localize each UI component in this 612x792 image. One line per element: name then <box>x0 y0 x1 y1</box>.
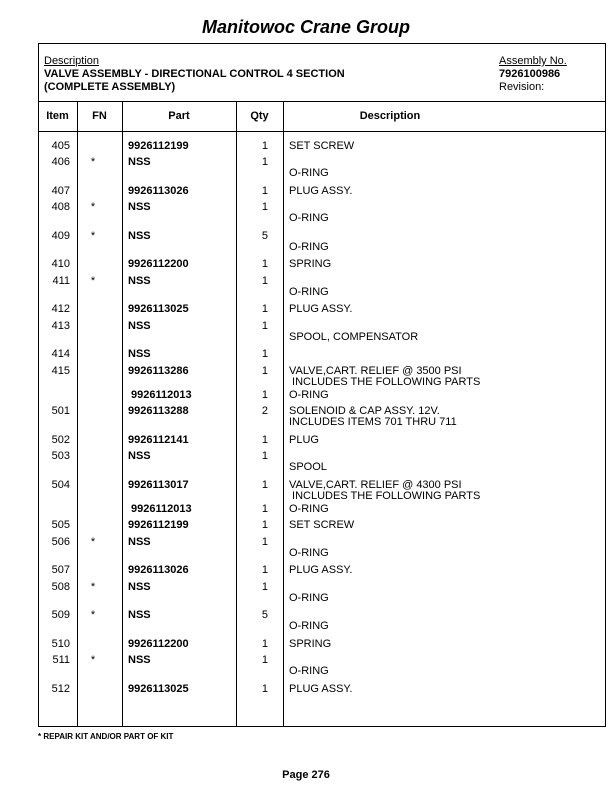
row-description: PLUG ASSY. <box>289 185 353 197</box>
revision-label: Revision: <box>499 81 545 93</box>
row-description: PLUG ASSY. <box>289 303 353 315</box>
row-part-number: 9926112199 <box>128 519 189 531</box>
row-quantity: 1 <box>261 503 268 515</box>
row-description-line2: O-RING <box>289 286 329 298</box>
row-quantity: 2 <box>261 405 268 417</box>
row-item-number: 508 <box>51 581 70 593</box>
row-item-number: 407 <box>51 185 70 197</box>
row-description: SOLENOID & CAP ASSY. 12V. <box>289 405 440 417</box>
row-fn-marker: * <box>90 654 96 666</box>
row-description-line2: O-RING <box>289 592 329 604</box>
page-number: Page 276 <box>282 769 330 781</box>
row-quantity: 1 <box>261 389 268 401</box>
row-quantity: 1 <box>261 434 268 446</box>
row-part-number: 9926112200 <box>128 258 189 270</box>
row-item-number: 511 <box>52 654 70 666</box>
row-fn-marker: * <box>90 536 96 548</box>
row-item-number: 409 <box>51 230 70 242</box>
row-part-number: NSS <box>128 156 151 168</box>
row-description: PLUG ASSY. <box>289 564 353 576</box>
row-item-number: 406 <box>51 156 70 168</box>
row-part-number: 9926113286 <box>128 365 189 377</box>
row-fn-marker: * <box>90 230 96 242</box>
row-fn-marker: * <box>90 275 96 287</box>
row-part-number: 9926113026 <box>128 564 189 576</box>
column-header-description: Description <box>359 110 421 122</box>
row-description-line2: INCLUDES THE FOLLOWING PARTS <box>289 490 481 502</box>
row-quantity: 1 <box>261 654 268 666</box>
assembly-number: 7926100986 <box>499 68 561 80</box>
row-part-number: NSS <box>128 581 151 593</box>
row-quantity: 1 <box>261 450 268 462</box>
row-description-line2: O-RING <box>289 620 329 632</box>
row-description-line2: O-RING <box>289 241 329 253</box>
footnote: * REPAIR KIT AND/OR PART OF KIT <box>38 732 174 741</box>
row-description-line2: SPOOL <box>289 461 327 473</box>
row-part-number: NSS <box>128 201 151 213</box>
row-item-number: 512 <box>51 683 70 695</box>
row-item-number: 410 <box>51 258 70 270</box>
row-part-number: NSS <box>128 654 151 666</box>
row-description: SPRING <box>289 638 332 650</box>
row-item-number: 414 <box>51 348 70 360</box>
assembly-title-line2: (COMPLETE ASSEMBLY) <box>44 81 176 93</box>
row-part-number: 9926113025 <box>128 303 189 315</box>
row-item-number: 411 <box>52 275 70 287</box>
row-fn-marker: * <box>90 609 96 621</box>
assembly-title-line1: VALVE ASSEMBLY - DIRECTIONAL CONTROL 4 SECTION <box>44 68 345 80</box>
row-fn-marker: * <box>90 201 96 213</box>
row-part-number: 9926113026 <box>128 185 189 197</box>
row-part-number: 9926112199 <box>128 140 189 152</box>
row-quantity: 1 <box>261 258 268 270</box>
row-quantity: 1 <box>261 365 268 377</box>
row-description-line2: O-RING <box>289 665 329 677</box>
row-part-number: NSS <box>128 320 151 332</box>
row-part-number: 9926113025 <box>128 683 189 695</box>
assembly-no-label: Assembly No. <box>499 55 567 67</box>
row-part-number: 9926113017 <box>128 479 189 491</box>
row-part-number: 9926113288 <box>128 405 189 417</box>
row-quantity: 1 <box>261 201 268 213</box>
row-fn-marker: * <box>90 156 96 168</box>
row-quantity: 1 <box>261 581 268 593</box>
row-part-number: NSS <box>128 348 151 360</box>
row-item-number: 502 <box>51 434 70 446</box>
row-description: PLUG <box>289 434 319 446</box>
row-fn-marker: * <box>90 581 96 593</box>
row-quantity: 1 <box>261 275 268 287</box>
row-quantity: 1 <box>261 638 268 650</box>
row-item-number: 501 <box>51 405 70 417</box>
row-item-number: 509 <box>51 609 70 621</box>
row-item-number: 408 <box>51 201 70 213</box>
row-item-number: 506 <box>51 536 70 548</box>
row-part-number: 9926112013 <box>131 389 192 401</box>
row-part-number: NSS <box>128 609 151 621</box>
row-description: SPRING <box>289 258 332 270</box>
row-item-number: 405 <box>51 140 70 152</box>
row-part-number: NSS <box>128 536 151 548</box>
row-quantity: 5 <box>261 609 268 621</box>
row-quantity: 1 <box>261 564 268 576</box>
row-description: VALVE,CART. RELIEF @ 4300 PSI <box>289 479 462 491</box>
row-item-number: 413 <box>51 320 70 332</box>
column-header-part: Part <box>168 110 190 122</box>
row-part-number: NSS <box>128 450 151 462</box>
row-description: O-RING <box>289 389 329 401</box>
row-item-number: 503 <box>51 450 70 462</box>
row-quantity: 1 <box>261 185 268 197</box>
row-part-number: 9926112200 <box>128 638 189 650</box>
company-title: Manitowoc Crane Group <box>201 17 410 37</box>
row-description-line2: SPOOL, COMPENSATOR <box>289 331 419 343</box>
row-quantity: 5 <box>261 230 268 242</box>
row-description-line2: INCLUDES THE FOLLOWING PARTS <box>289 376 481 388</box>
row-description: VALVE,CART. RELIEF @ 3500 PSI <box>289 365 462 377</box>
row-quantity: 1 <box>261 156 268 168</box>
column-header-qty: Qty <box>250 110 269 122</box>
column-header-fn: FN <box>92 110 107 122</box>
row-description: SET SCREW <box>289 140 355 152</box>
row-quantity: 1 <box>261 519 268 531</box>
row-part-number: NSS <box>128 275 151 287</box>
row-item-number: 412 <box>51 303 70 315</box>
row-quantity: 1 <box>261 320 268 332</box>
row-part-number: 9926112141 <box>128 434 189 446</box>
row-item-number: 507 <box>51 564 70 576</box>
row-description: PLUG ASSY. <box>289 683 353 695</box>
row-item-number: 505 <box>51 519 70 531</box>
row-quantity: 1 <box>261 303 268 315</box>
row-item-number: 415 <box>51 365 70 377</box>
row-quantity: 1 <box>261 140 268 152</box>
row-quantity: 1 <box>261 683 268 695</box>
row-description-line2: O-RING <box>289 167 329 179</box>
row-description-line2: O-RING <box>289 547 329 559</box>
row-quantity: 1 <box>261 536 268 548</box>
row-description-line2: O-RING <box>289 212 329 224</box>
row-description: SET SCREW <box>289 519 355 531</box>
row-item-number: 510 <box>51 638 70 650</box>
row-quantity: 1 <box>261 348 268 360</box>
column-header-item: Item <box>46 110 69 122</box>
row-description: O-RING <box>289 503 329 515</box>
row-part-number: NSS <box>128 230 151 242</box>
description-label: Description <box>44 55 100 67</box>
row-description-line2: INCLUDES ITEMS 701 THRU 711 <box>289 416 457 428</box>
row-part-number: 9926112013 <box>131 503 192 515</box>
row-quantity: 1 <box>261 479 268 491</box>
row-item-number: 504 <box>51 479 70 491</box>
